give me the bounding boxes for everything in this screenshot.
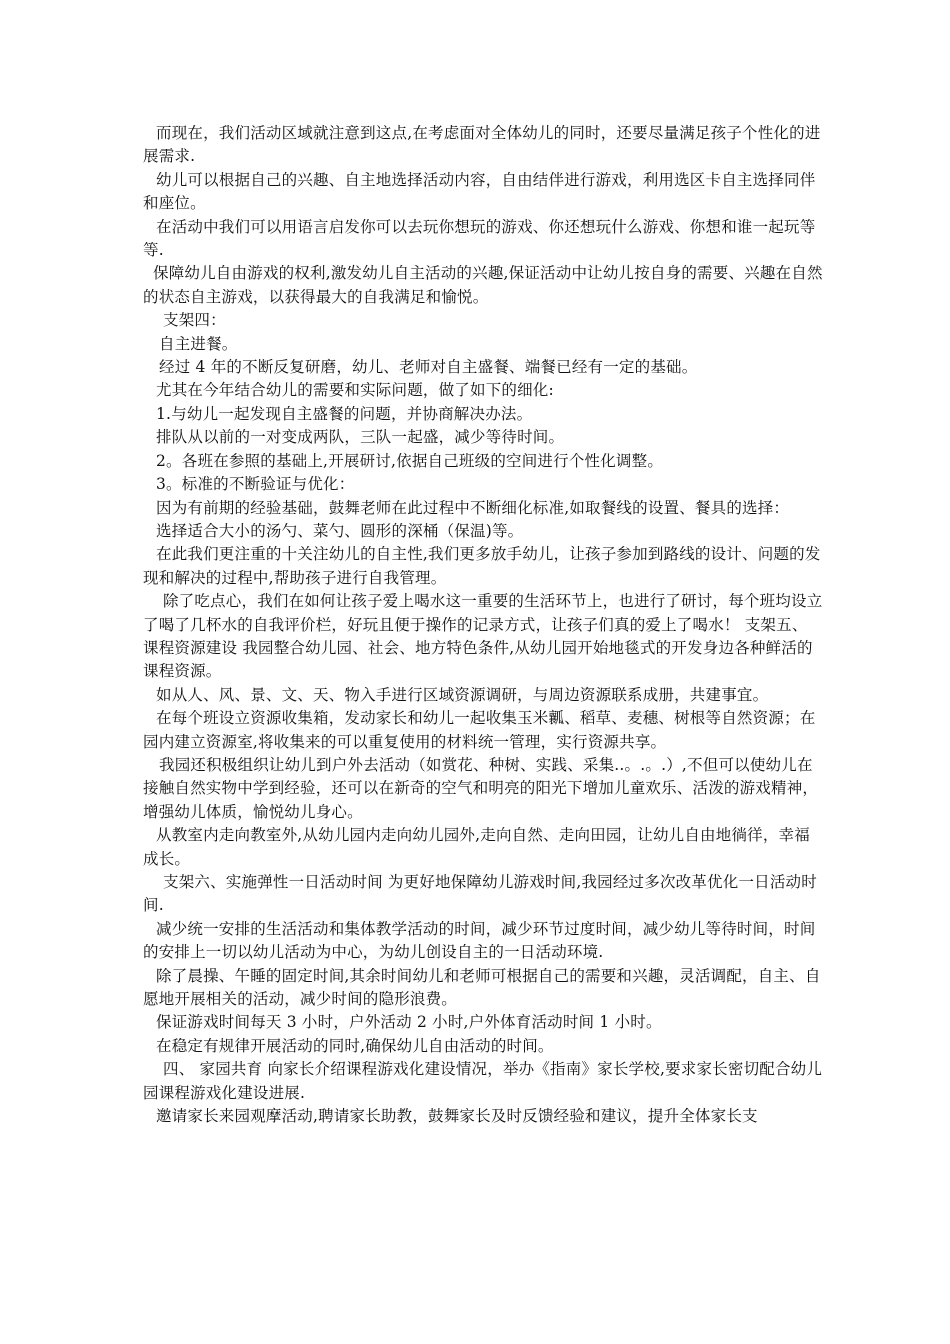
paragraph: 除了晨操、午睡的固定时间,其余时间幼儿和老师可根据自己的需要和兴趣，灵活调配，自主、自愿地开展相关的活动，减少时间的隐形浪费。 bbox=[143, 966, 821, 1009]
paragraph: 排队从以前的一对变成两队，三队一起盛，减少等待时间。 bbox=[156, 428, 565, 447]
paragraph: 邀请家长来园观摩活动,聘请家长助教，鼓舞家长及时反馈经验和建议，提升全体家长支 bbox=[156, 1107, 758, 1126]
paragraph: 我园还积极组织让幼儿到户外去活动（如赏花、种树、实践、采集..。.。.）,不但可以使幼儿在接触自然实物中学到经验，还可以在新奇的空气和明亮的阳光下增加儿童欢乐、活泼的游戏精神，增强幼儿体质，愉悦幼儿身心。 bbox=[143, 755, 819, 821]
paragraph: 在活动中我们可以用语言启发你可以去玩你想玩的游戏、你还想玩什么游戏、你想和谁一起玩等等. bbox=[143, 217, 816, 260]
paragraph: 支架四： bbox=[163, 311, 226, 330]
paragraph: 支架六、实施弹性一日活动时间 为更好地保障幼儿游戏时间,我园经过多次改革优化一日活动时间. bbox=[143, 873, 817, 915]
paragraph: 除了吃点心，我们在如何让孩子爱上喝水这一重要的生活环节上，也进行了研讨，每个班均设立了喝了几杯水的自我评价栏，好玩且便于操作的记录方式，让孩子们真的爱上了喝水！ 支架五、课程资源建设 我园整合幼儿园、社会、地方特色条件,从幼儿园开始地毯式的开发身边各种鲜活的课程资源。 bbox=[143, 592, 823, 681]
paragraph: 在此我们更注重的十关注幼儿的自主性,我们更多放手幼儿，让孩子参加到路线的设计、问题的发现和解决的过程中,帮助孩子进行自我管理。 bbox=[143, 545, 821, 587]
paragraph: 从教室内走向教室外,从幼儿园内走向幼儿园外,走向自然、走向田园，让幼儿自由地徜徉，幸福成长。 bbox=[143, 826, 810, 868]
document-body bbox=[143, 122, 823, 1128]
paragraph: 在每个班设立资源收集箱，发动家长和幼儿一起收集玉米瓤、稻草、麦穗、树根等自然资源；在园内建立资源室,将收集来的可以重复使用的材料统一管理，实行资源共享。 bbox=[143, 709, 816, 751]
paragraph: 1.与幼儿一起发现自主盛餐的问题，并协商解决办法。 bbox=[156, 404, 533, 423]
paragraph: 减少统一安排的生活活动和集体教学活动的时间，减少环节过度时间，减少幼儿等待时间，时间的安排上一切以幼儿活动为中心，为幼儿创设自主的一日活动环境. bbox=[143, 919, 816, 962]
paragraph: 自主进餐。 bbox=[159, 334, 238, 353]
paragraph: 如从人、风、景、文、天、物入手进行区域资源调研，与周边资源联系成册，共建事宜。 bbox=[156, 685, 769, 704]
paragraph: 幼儿可以根据自己的兴趣、自主地选择活动内容，自由结伴进行游戏，利用选区卡自主选择同伴和座位。 bbox=[143, 170, 816, 213]
paragraph: 2。各班在参照的基础上,开展研讨,依据自己班级的空间进行个性化调整。 bbox=[156, 451, 664, 470]
paragraph: 经过 4 年的不断反复研磨，幼儿、老师对自主盛餐、端餐已经有一定的基础。 bbox=[159, 358, 698, 377]
paragraph: 在稳定有规律开展活动的同时,确保幼儿自由活动的时间。 bbox=[156, 1036, 554, 1055]
paragraph: 3。标准的不断验证与优化： bbox=[156, 475, 355, 494]
paragraph: 保障幼儿自由游戏的权利,激发幼儿自主活动的兴趣,保证活动中让幼儿按自身的需要、兴趣在自然的状态自主游戏，以获得最大的自我满足和愉悦。 bbox=[143, 264, 823, 306]
paragraph: 尤其在今年结合幼儿的需要和实际问题，做了如下的细化: bbox=[156, 381, 554, 400]
paragraph: 因为有前期的经验基础，鼓舞老师在此过程中不断细化标准,如取餐线的设置、餐具的选择： bbox=[156, 498, 790, 517]
paragraph: 保证游戏时间每天 3 小时，户外活动 2 小时,户外体育活动时间 1 小时。 bbox=[156, 1013, 662, 1032]
paragraph: 选择适合大小的汤勺、菜勺、圆形的深桶（保温)等。 bbox=[156, 521, 524, 540]
paragraph: 而现在，我们活动区域就注意到这点,在考虑面对全体幼儿的同时，还要尽量满足孩子个性化的进展需求. bbox=[143, 124, 821, 166]
paragraph: 四、 家园共育 向家长介绍课程游戏化建设情况，举办《指南》家长学校,要求家长密切配合幼儿园课程游戏化建设进展. bbox=[143, 1060, 823, 1102]
